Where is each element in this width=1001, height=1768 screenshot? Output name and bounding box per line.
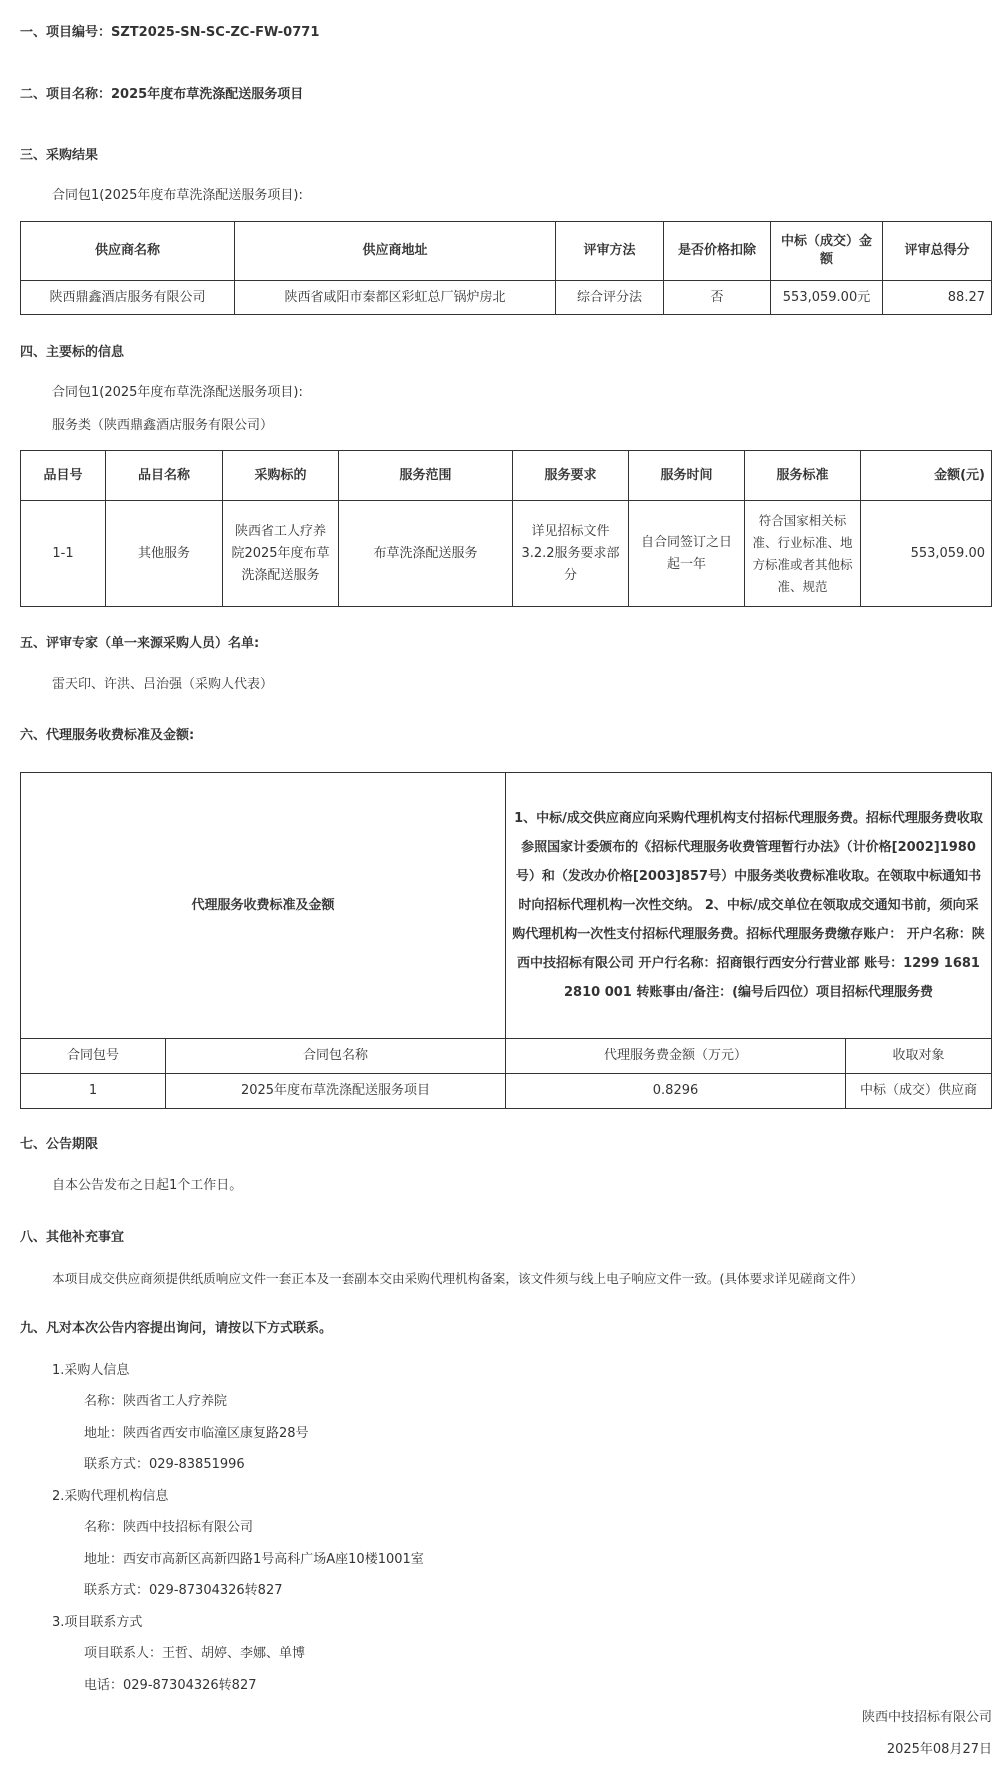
col-item-number: 品目号 bbox=[21, 451, 106, 501]
project-number-value: SZT2025-SN-SC-ZC-FW-0771 bbox=[111, 25, 320, 40]
project-contact-phone: 电话：029-87304326转827 bbox=[84, 1678, 257, 1693]
result-package-label: 合同包1(2025年度布草洗涤配送服务项目): bbox=[52, 188, 303, 203]
cell-award-amount: 553,059.00元 bbox=[771, 281, 883, 315]
project-contact-title: 3.项目联系方式 bbox=[52, 1615, 143, 1630]
cell-package-name: 2025年度布草洗涤配送服务项目 bbox=[166, 1074, 506, 1109]
subject-category-label: 服务类（陕西鼎鑫酒店服务有限公司） bbox=[52, 418, 274, 433]
col-service-scope: 服务范围 bbox=[339, 451, 513, 501]
subject-table-header bbox=[21, 451, 992, 501]
purchaser-name: 名称：陕西省工人疗养院 bbox=[84, 1394, 228, 1409]
col-procurement-subject: 采购标的 bbox=[223, 451, 339, 501]
result-table bbox=[20, 221, 992, 315]
col-package-number: 合同包号 bbox=[21, 1039, 166, 1074]
cell-service-requirement: 详见招标文件3.2.2服务要求部分 bbox=[513, 501, 629, 607]
signature-org: 陕西中技招标有限公司 bbox=[861, 1710, 992, 1725]
purchaser-contact: 联系方式：029-83851996 bbox=[84, 1457, 245, 1472]
subject-package-label: 合同包1(2025年度布草洗涤配送服务项目): bbox=[52, 385, 303, 400]
project-contact-people: 项目联系人：王哲、胡婷、李娜、单博 bbox=[84, 1646, 306, 1661]
col-total-score: 评审总得分 bbox=[883, 222, 992, 281]
cell-service-standard: 符合国家相关标准、行业标准、地方标准或者其他标准、规范 bbox=[745, 501, 861, 607]
fee-standard-description: 1、中标/成交供应商应向采购代理机构支付招标代理服务费。招标代理服务费收取参照国家计委颁布的《招标代理服务收费管理暂行办法》（计价格[2002]1980号）和（发改办价格[2003]857号）中服务类收费标准收取。在领取中标通知书时向招标代理机构一次性交纳。 2、中标/成交单位在领取成交通知书前，须向采购代理机构一次性支付招标代理服务费。招标代理服务费缴存账户： 开户名称：陕西中技招标有限公司 开户行名称：招商银行西安分行营业部 账号：1299 1681 2810 001 转账事由/备注：(编号后四位）项目招标代理服务费 bbox=[506, 773, 992, 1039]
col-service-requirement: 服务要求 bbox=[513, 451, 629, 501]
cell-package-number: 1 bbox=[21, 1074, 166, 1109]
agency-contact: 联系方式：029-87304326转827 bbox=[84, 1583, 283, 1598]
cell-charge-target: 中标（成交）供应商 bbox=[846, 1074, 992, 1109]
subject-table bbox=[20, 450, 992, 607]
cell-supplier-name: 陕西鼎鑫酒店服务有限公司 bbox=[21, 281, 235, 315]
purchaser-address: 地址：陕西省西安市临潼区康复路28号 bbox=[84, 1426, 309, 1441]
col-service-time: 服务时间 bbox=[629, 451, 745, 501]
cell-item-number: 1-1 bbox=[21, 501, 106, 607]
table-row bbox=[21, 1074, 992, 1109]
col-service-standard: 服务标准 bbox=[745, 451, 861, 501]
agency-fee-table bbox=[20, 772, 992, 1109]
table-row bbox=[21, 501, 992, 607]
col-price-deduction: 是否价格扣除 bbox=[664, 222, 771, 281]
col-supplier-address: 供应商地址 bbox=[235, 222, 556, 281]
procurement-result-title: 三、采购结果 bbox=[20, 148, 99, 163]
cell-supplier-address: 陕西省咸阳市秦都区彩虹总厂锅炉房北 bbox=[235, 281, 556, 315]
col-item-name: 品目名称 bbox=[106, 451, 223, 501]
fee-standard-label: 代理服务收费标准及金额 bbox=[21, 773, 506, 1039]
fee-table-header bbox=[21, 1039, 992, 1074]
notice-period-title: 七、公告期限 bbox=[20, 1137, 99, 1152]
result-table-header bbox=[21, 222, 992, 281]
purchaser-info-title: 1.采购人信息 bbox=[52, 1363, 130, 1378]
col-review-method: 评审方法 bbox=[556, 222, 664, 281]
contact-title: 九、凡对本次公告内容提出询问，请按以下方式联系。 bbox=[20, 1321, 333, 1336]
project-number-label: 一、项目编号： bbox=[20, 25, 112, 40]
other-matters-text: 本项目成交供应商须提供纸质响应文件一套正本及一套副本交由采购代理机构备案，该文件须与线上电子响应文件一致。(具体要求详见磋商文件） bbox=[52, 1271, 863, 1286]
cell-price-deduction: 否 bbox=[664, 281, 771, 315]
table-row bbox=[21, 281, 992, 315]
main-subject-title: 四、主要标的信息 bbox=[20, 345, 125, 360]
project-name-line bbox=[20, 86, 303, 104]
cell-service-scope: 布草洗涤配送服务 bbox=[339, 501, 513, 607]
notice-period-text: 自本公告发布之日起1个工作日。 bbox=[52, 1178, 243, 1193]
agency-name: 名称：陕西中技招标有限公司 bbox=[84, 1520, 254, 1535]
col-package-name: 合同包名称 bbox=[166, 1039, 506, 1074]
cell-item-name: 其他服务 bbox=[106, 501, 223, 607]
expert-list-title: 五、评审专家（单一来源采购人员）名单: bbox=[20, 636, 260, 651]
col-amount: 金额(元) bbox=[861, 451, 992, 501]
cell-review-method: 综合评分法 bbox=[556, 281, 664, 315]
agency-address: 地址：西安市高新区高新四路1号高科广场A座10楼1001室 bbox=[84, 1552, 424, 1567]
agency-fee-title: 六、代理服务收费标准及金额: bbox=[20, 728, 195, 743]
col-award-amount: 中标（成交）金额 bbox=[771, 222, 883, 281]
project-number-line bbox=[20, 24, 319, 42]
cell-total-score: 88.27 bbox=[883, 281, 992, 315]
expert-names: 雷天印、许洪、吕治强（采购人代表） bbox=[52, 677, 274, 692]
cell-procurement-subject: 陕西省工人疗养院2025年度布草洗涤配送服务 bbox=[223, 501, 339, 607]
col-charge-target: 收取对象 bbox=[846, 1039, 992, 1074]
col-supplier-name: 供应商名称 bbox=[21, 222, 235, 281]
col-fee-amount: 代理服务费金额（万元） bbox=[506, 1039, 846, 1074]
signature-date: 2025年08月27日 bbox=[886, 1742, 992, 1757]
agency-info-title: 2.采购代理机构信息 bbox=[52, 1489, 169, 1504]
cell-fee-amount: 0.8296 bbox=[506, 1074, 846, 1109]
project-name-value: 2025年度布草洗涤配送服务项目 bbox=[111, 87, 304, 102]
cell-service-time: 自合同签订之日起一年 bbox=[629, 501, 745, 607]
other-matters-title: 八、其他补充事宜 bbox=[20, 1230, 125, 1245]
cell-amount: 553,059.00 bbox=[861, 501, 992, 607]
project-name-label: 二、项目名称： bbox=[20, 87, 112, 102]
